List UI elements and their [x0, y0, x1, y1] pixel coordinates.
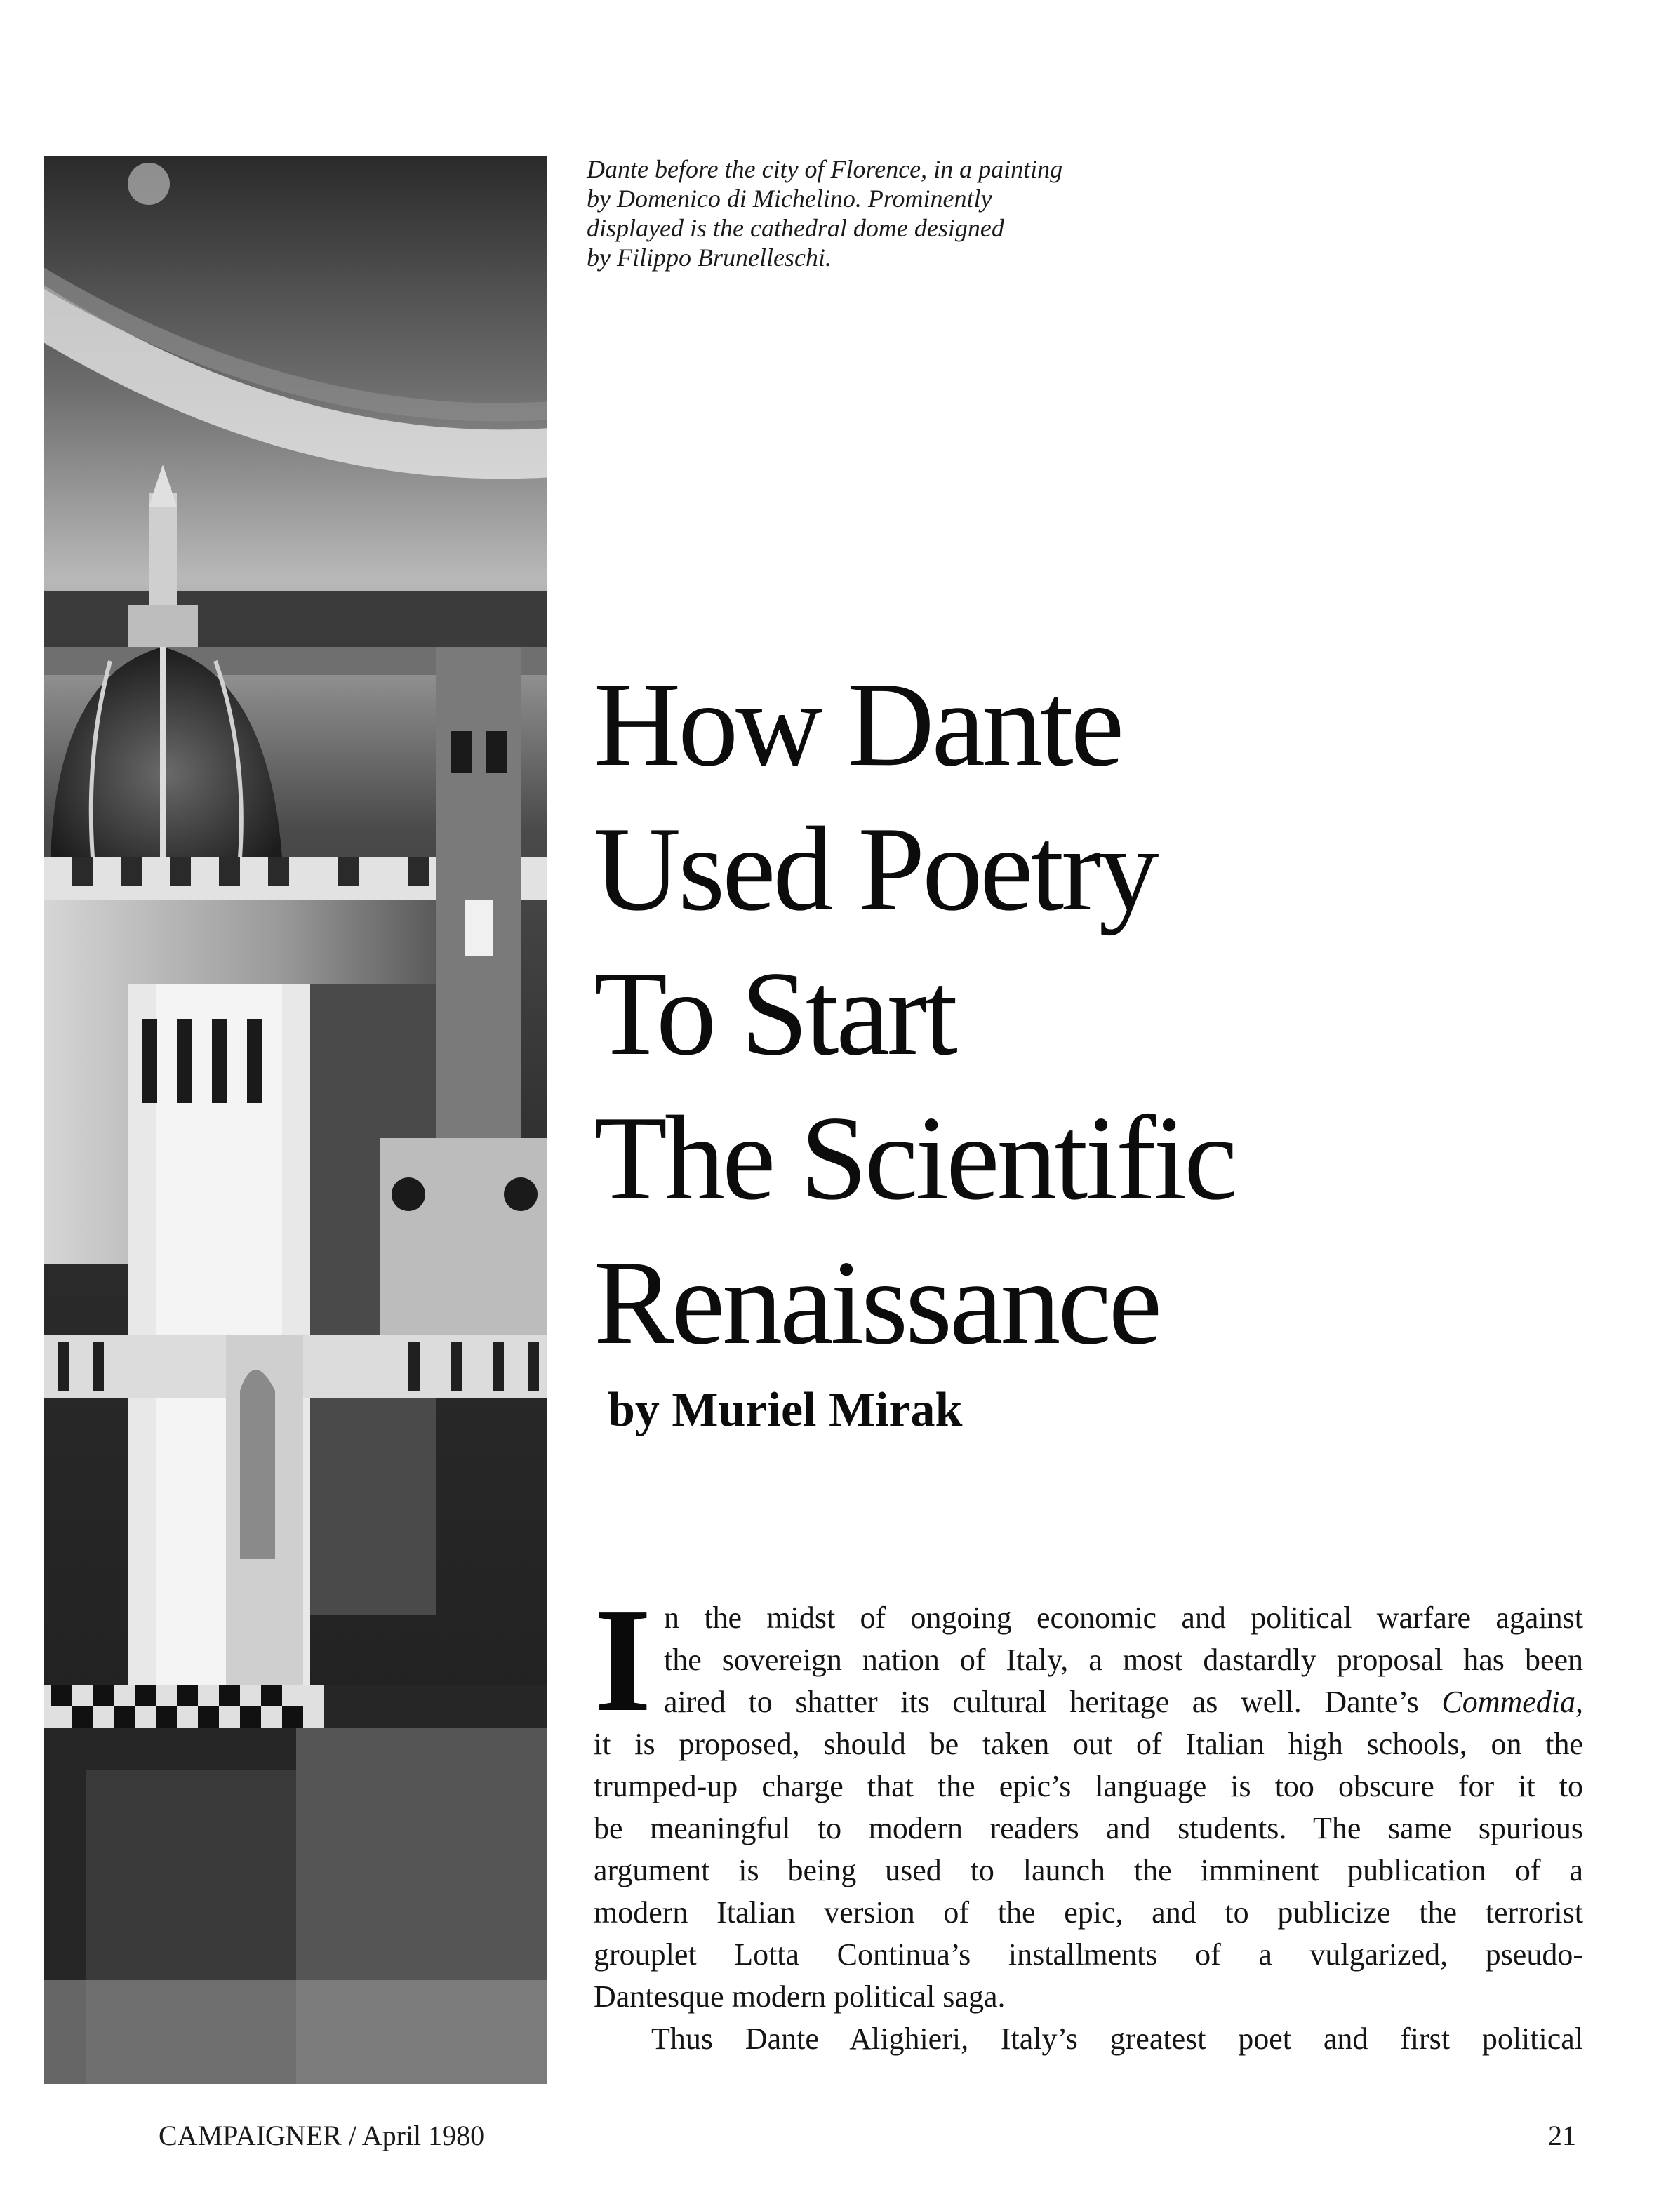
headline-line: The Scientific — [594, 1092, 1235, 1225]
page-number: 21 — [1548, 2120, 1576, 2151]
commedia-title: Commedia, — [1441, 1685, 1583, 1719]
body-line: trumped-up charge that the epic’s language is too obscure for it to — [594, 1769, 1583, 1803]
caption-line: by Filippo Brunelleschi. — [587, 243, 832, 272]
caption-line: displayed is the cathedral dome designed — [587, 214, 1004, 242]
article-headline — [594, 653, 1506, 1375]
headline-line: Used Poetry — [594, 803, 1156, 936]
drop-cap: I — [594, 1577, 652, 1742]
body-line: Thus Dante Alighieri, Italy’s greatest poet and first political — [651, 2022, 1583, 2056]
florence-cathedral-illustration — [44, 156, 547, 2084]
author-byline: by Muriel Mirak — [608, 1383, 963, 1437]
body-line-text: aired to shatter its cultural heritage as well. Dante’s — [664, 1685, 1442, 1719]
body-line — [664, 1681, 1583, 1723]
body-line: argument is being used to launch the imminent publication of a — [594, 1853, 1583, 1887]
body-line: n the midst of ongoing economic and political warfare against — [664, 1601, 1583, 1635]
caption-line: by Domenico di Michelino. Prominently — [587, 185, 992, 213]
photo-caption — [587, 154, 1190, 272]
publication-footer: CAMPAIGNER / April 1980 — [159, 2120, 485, 2151]
body-line: be meaningful to modern readers and students. The same spurious — [594, 1811, 1583, 1845]
headline-line: To Start — [594, 947, 955, 1081]
caption-line: Dante before the city of Florence, in a painting — [587, 155, 1063, 183]
body-line: modern Italian version of the epic, and to publicize the terrorist — [594, 1895, 1583, 1930]
article-body — [594, 1577, 1583, 2060]
body-line: it is proposed, should be taken out of Italian high schools, on the — [594, 1727, 1583, 1761]
dante-florence-painting-photo — [44, 156, 547, 2084]
body-line: grouplet Lotta Continua’s installments of a vulgarized, pseudo- — [594, 1937, 1583, 1972]
headline-line: Renaissance — [594, 1236, 1160, 1370]
body-line: Dantesque modern political saga. — [594, 1979, 1006, 2014]
headline-line: How Dante — [594, 658, 1122, 791]
body-line: the sovereign nation of Italy, a most dastardly proposal has been — [664, 1643, 1583, 1677]
